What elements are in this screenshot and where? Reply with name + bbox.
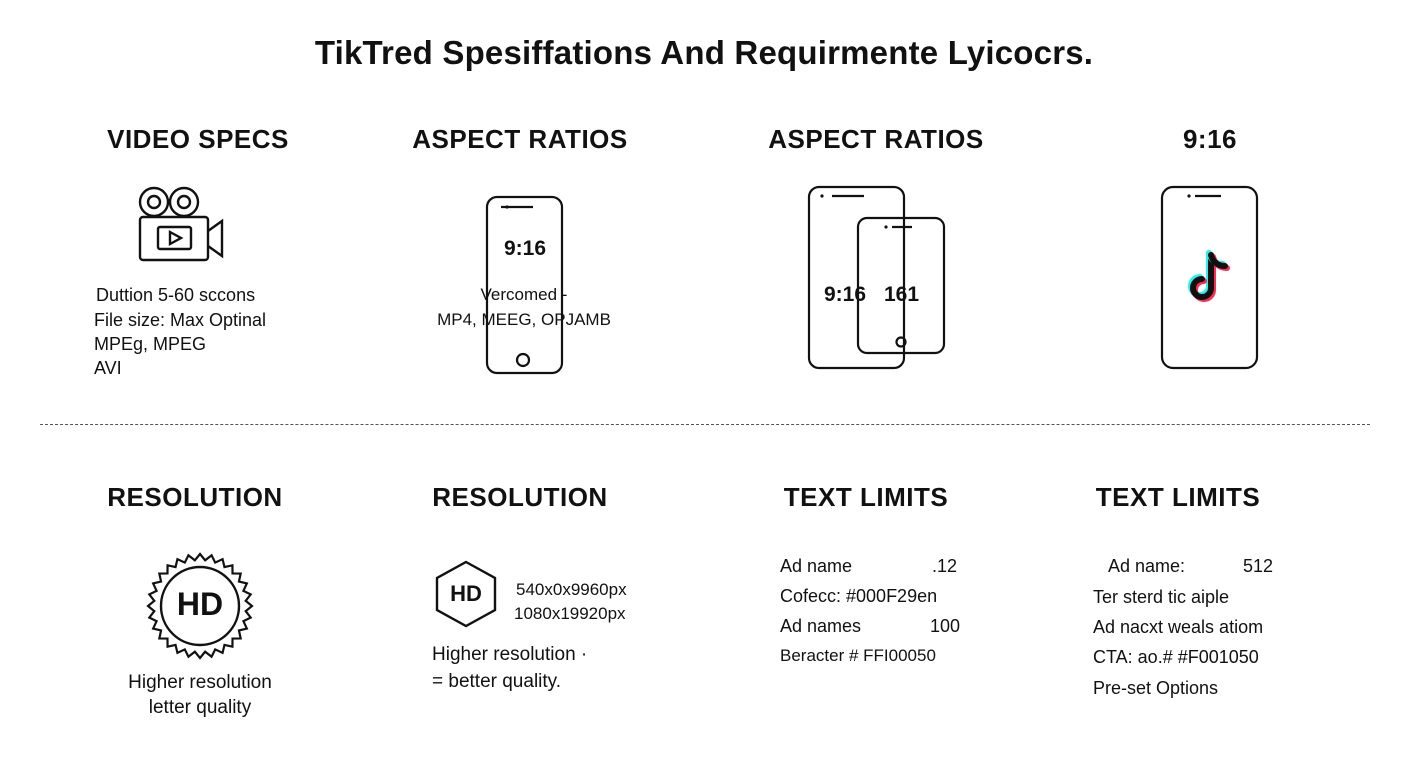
resolution-heading-2: RESOLUTION	[432, 482, 608, 512]
section-divider	[40, 424, 1370, 425]
video-specs-line-3: MPEg, MPEG	[94, 334, 207, 354]
resolution-2-line-1: Higher resolution ·	[432, 644, 588, 665]
aspect-ratios-heading-1: ASPECT RATIOS	[412, 124, 628, 154]
text-limits-1-row-3-label: Ad names	[780, 616, 862, 636]
overlapping-phones-icon	[808, 186, 948, 372]
resolution-1-line-1: Higher resolution	[128, 672, 272, 693]
text-limits-2-row-3-label: Ad nacxt weals atiom	[1093, 617, 1264, 637]
resolution-2-line-2: = better quality.	[432, 671, 562, 692]
text-limits-1-row-1-label: Ad name	[780, 556, 853, 576]
ratio-916-heading: 9:16	[1182, 124, 1238, 154]
text-limits-heading-1: TEXT LIMITS	[783, 482, 949, 512]
resolution-2-size-2: 1080x19920px	[514, 604, 626, 623]
hd-badge-label-1: HD	[176, 586, 224, 622]
text-limits-2-row-4-label: CTA: ao.# #F001050	[1093, 647, 1259, 667]
video-specs-line-2: File size: Max Optinal	[94, 310, 267, 330]
page-title: TikTred Spesiffations And Requirmente Lyicocrs.	[314, 34, 1094, 71]
resolution-2-size-1: 540x0x9960px	[516, 580, 627, 599]
hd-badge-label-2: HD	[450, 581, 482, 606]
aspect-1-line-2: MP4, MEEG, OPJAMB	[437, 310, 611, 329]
text-limits-heading-2: TEXT LIMITS	[1095, 482, 1261, 512]
text-limits-1-row-2-label: Cofecc: #000F29en	[780, 586, 938, 606]
text-limits-1-row-1-value: .12	[932, 556, 958, 576]
aspect-ratios-heading-2: ASPECT RATIOS	[768, 124, 984, 154]
text-limits-2-row-1-label: Ad name:	[1108, 556, 1186, 576]
aspect-ratio-label-2b: 161	[884, 283, 920, 306]
video-specs-line-1: Duttion 5-60 sccons	[96, 285, 256, 305]
aspect-ratio-label-2a: 9:16	[824, 283, 867, 306]
resolution-heading-1: RESOLUTION	[107, 482, 283, 512]
resolution-1-line-2: letter quality	[148, 697, 252, 718]
video-specs-heading: VIDEO SPECS	[107, 124, 289, 154]
tiktok-logo-icon	[1186, 250, 1234, 306]
video-specs-line-4: AVI	[94, 358, 122, 378]
text-limits-2-row-2-label: Ter sterd tic aiple	[1093, 587, 1230, 607]
text-limits-2-row-5-label: Pre-set Options	[1093, 678, 1219, 698]
text-limits-1-row-3-value: 100	[930, 616, 961, 636]
video-camera-icon	[134, 184, 226, 264]
aspect-1-line-1: Vercomed -	[480, 285, 568, 304]
text-limits-2-row-1-value: 512	[1243, 556, 1274, 576]
aspect-ratio-label-1: 9:16	[503, 237, 547, 260]
text-limits-1-row-4-label: Beracter # FFI00050	[780, 646, 936, 665]
